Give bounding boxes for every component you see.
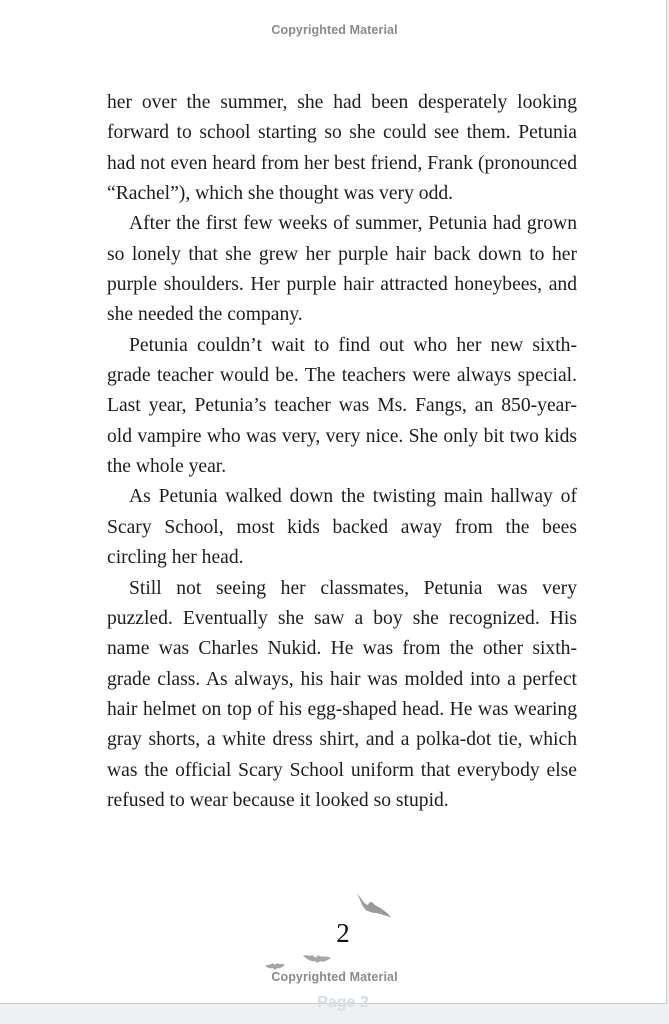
paragraph: Still not seeing her classmates, Petunia was very puzzled. Eventually she saw a boy she recognized. His name was Charles Nukid. He was from the other sixth-grade class. As always, his hair was molded into a perfect hair helmet on top of his egg-shaped head. He was wearing gray shorts, a white dress shirt, and a polka-dot tie, which was the official Scary School uniform that everybody else refused to wear because it looked so stupid. bbox=[107, 577, 577, 811]
paragraph: As Petunia walked down the twisting main hallway of Scary School, most kids backed away from the bees circling her head. bbox=[107, 486, 577, 569]
copyright-watermark-top: Copyrighted Material bbox=[271, 23, 398, 37]
paragraph: After the first few weeks of summer, Petunia had grown so lonely that she grew her purple hair back down to her purple shoulders. Her purple hair attracted honeybees, and she needed the company. bbox=[107, 213, 577, 326]
paragraph: her over the summer, she had been desperately looking forward to school starting so she could see them. Petunia had not even heard from her best friend, Frank (pronounced “Rachel”), which she thought was very odd. bbox=[107, 92, 577, 205]
bat-icon bbox=[354, 892, 392, 920]
page-body bbox=[107, 88, 577, 816]
paragraph: Petunia couldn’t wait to find out who her new sixth-grade teacher would be. The teachers were always special. Last year, Petunia’s teacher was Ms. Fangs, an 850-year-old vampire who was very, very nice. She only bit two kids the whole year. bbox=[107, 334, 577, 478]
bat-icon bbox=[302, 950, 332, 966]
page-number: 2 bbox=[336, 918, 350, 948]
copyright-watermark-bottom: Copyrighted Material bbox=[271, 970, 398, 984]
page-indicator: Page 2 bbox=[317, 994, 369, 1011]
